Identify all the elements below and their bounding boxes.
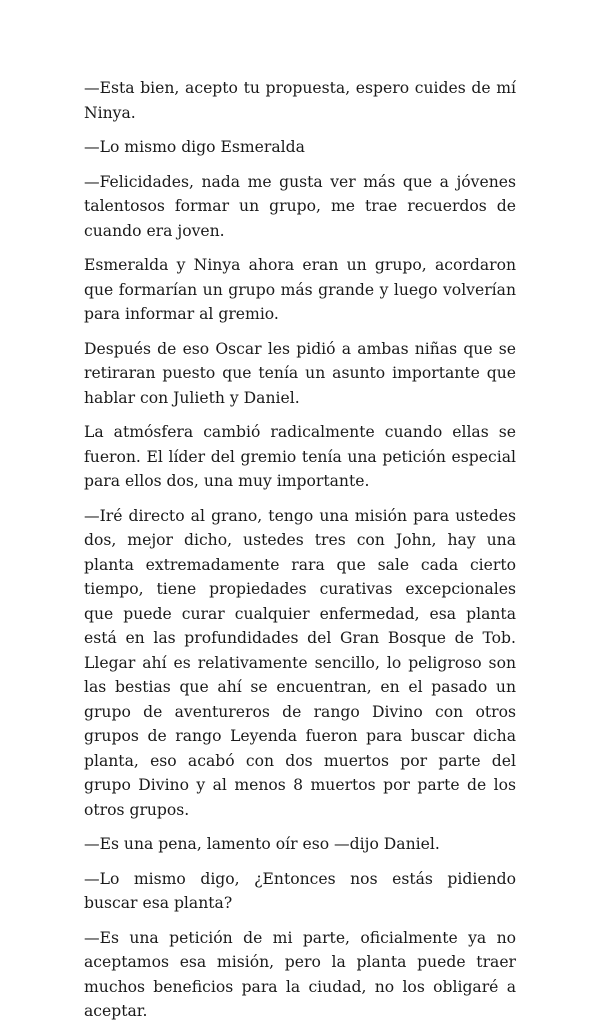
- paragraph-6: La atmósfera cambió radicalmente cuando ellas se fueron. El líder del gremio tenía una petición especial para ellos dos, una muy importante.: [84, 423, 516, 490]
- paragraph-5: Después de eso Oscar les pidió a ambas niñas que se retiraran puesto que tenía un asunto importante que hablar con Julieth y Daniel.: [84, 339, 516, 407]
- paragraph-8: —Es una pena, lamento oír eso —dijo Daniel.: [84, 835, 440, 853]
- paragraph-9: —Lo mismo digo, ¿Entonces nos estás pidiendo buscar esa planta?: [84, 869, 516, 912]
- paragraph-10: —Es una petición de mi parte, oficialmente ya no aceptamos esa misión, pero la planta puede traer muchos beneficios para la ciudad, no los obligaré a aceptar.: [84, 928, 516, 1020]
- book-page: [84, 76, 516, 1034]
- paragraph-4: Esmeralda y Ninya ahora eran un grupo, acordaron que formarían un grupo más grande y luego volverían para informar al gremio.: [84, 256, 516, 323]
- paragraph-2: —Lo mismo digo Esmeralda: [84, 138, 305, 156]
- paragraph-3: —Felicidades, nada me gusta ver más que a jóvenes talentosos formar un grupo, me trae recuerdos de cuando era joven.: [84, 172, 516, 240]
- paragraph-1: —Esta bien, acepto tu propuesta, espero cuides de mí Ninya.: [84, 79, 516, 122]
- paragraph-7: —Iré directo al grano, tengo una misión para ustedes dos, mejor dicho, ustedes tres con John, hay una planta extremadamente rara que sale cada cierto tiempo, tiene propiedades curativas excepcionales que puede curar cualquier enfermedad, esa planta está en las profundidades del Gran Bosque de Tob. Llegar ahí es relativamente sencillo, lo peligroso son las bestias que ahí se encuentran, en el pasado un grupo de aventureros de rango Divino con otros grupos de rango Leyenda fueron para buscar dicha planta, eso acabó con dos muertos por parte del grupo Divino y al menos 8 muertos por parte de los otros grupos.: [84, 506, 516, 819]
